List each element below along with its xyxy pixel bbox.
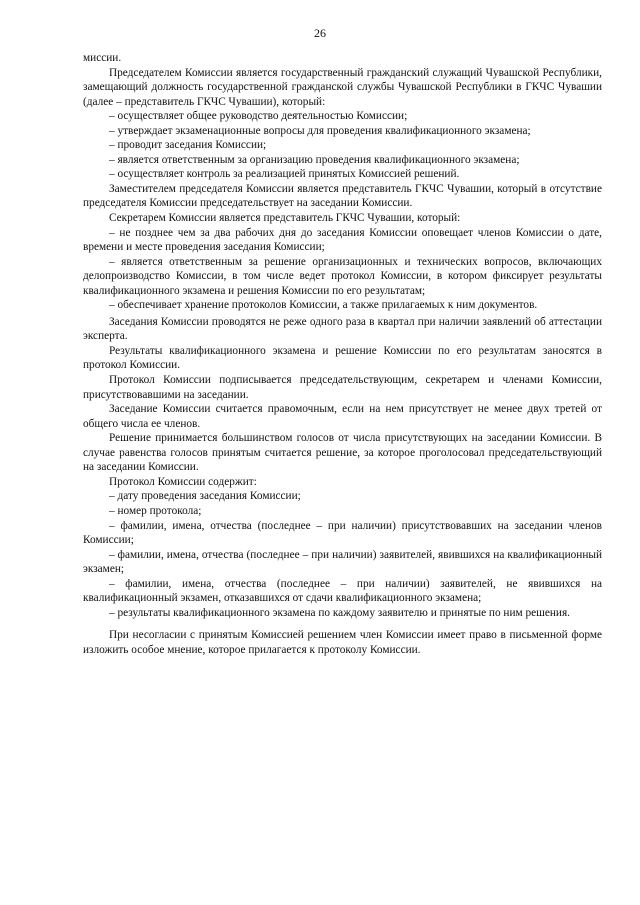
paragraph: – дату проведения заседания Комиссии; [109,490,301,503]
paragraph: – утверждает экзаменационные вопросы для проведения квалификационного экзамена; [109,124,531,137]
paragraph: Протокол Комиссии содержит: [109,475,257,488]
paragraph: – фамилии, имена, отчества (последнее – при наличии) заявителей, явившихся на квалификационный экзамен; [83,548,602,576]
paragraph: – осуществляет общее руководство деятельностью Комиссии; [109,110,408,123]
paragraph: – обеспечивает хранение протоколов Комиссии, а также прилагаемых к ним документов. [109,299,538,312]
paragraph: – результаты квалификационного экзамена по каждому заявителю и принятые по ним решения. [109,606,570,619]
paragraph: – проводит заседания Комиссии; [109,139,267,152]
paragraph: – фамилии, имена, отчества (последнее – при наличии) присутствовавших на заседании членов Комиссии; [83,519,602,547]
document-body [83,51,602,657]
paragraph: Секретарем Комиссии является представитель ГКЧС Чувашии, который: [109,212,461,225]
page-number: 26 [314,26,326,40]
paragraph: Заседания Комиссии проводятся не реже одного раза в квартал при наличии заявлений об аттестации эксперта. [83,315,602,343]
paragraph: – фамилии, имена, отчества (последнее – при наличии) заявителей, не явившихся на квалификационный экзамен, отказавшихся от сдачи квалификационного экзамена; [83,577,602,605]
paragraph: Протокол Комиссии подписывается председательствующим, секретарем и членами Комиссии, присутствовавшими на заседании. [83,374,602,401]
paragraph: – является ответственным за организацию проведения квалификационного экзамена; [109,153,520,166]
paragraph: Председателем Комиссии является государственный гражданский служащий Чувашской Республики, замещающий должность государственной гражданской службы Чувашской Республики в ГКЧС Чувашии (далее – представитель ГКЧС Чувашии), который: [83,66,602,108]
paragraph: – осуществляет контроль за реализацией принятых Комиссией решений. [109,168,460,181]
paragraph: Заместителем председателя Комиссии является представитель ГКЧС Чувашии, который в отсутствие председателя Комиссии председательствует на заседании Комиссии. [83,182,602,210]
paragraph: Результаты квалификационного экзамена и решение Комиссии по его результатам заносятся в протокол Комиссии. [83,344,602,372]
paragraph: Решение принимается большинством голосов от числа присутствующих на заседании Комиссии. В случае равенства голосов принятым считается решение, за которое проголосовал председательствующий на заседании Комиссии. [83,432,602,474]
paragraph: – является ответственным за решение организационных и технических вопросов, включающих делопроизводство Комиссии, в том числе ведет протокол Комиссии, в котором фиксирует результаты квалификационного экзамена и решения Комиссии по его результатам; [83,255,602,297]
paragraph: При несогласии с принятым Комиссией решением член Комиссии имеет право в письменной форме изложить особое мнение, которое прилагается к протоколу Комиссии. [83,629,602,656]
paragraph: – номер протокола; [109,504,202,517]
paragraph: миссии. [83,52,122,64]
paragraph: Заседание Комиссии считается правомочным, если на нем присутствует не менее двух третей от общего числа ее членов. [83,403,602,430]
paragraph: – не позднее чем за два рабочих дня до заседания Комиссии оповещает членов Комиссии о дате, времени и месте проведения заседания Комиссии; [83,226,602,254]
